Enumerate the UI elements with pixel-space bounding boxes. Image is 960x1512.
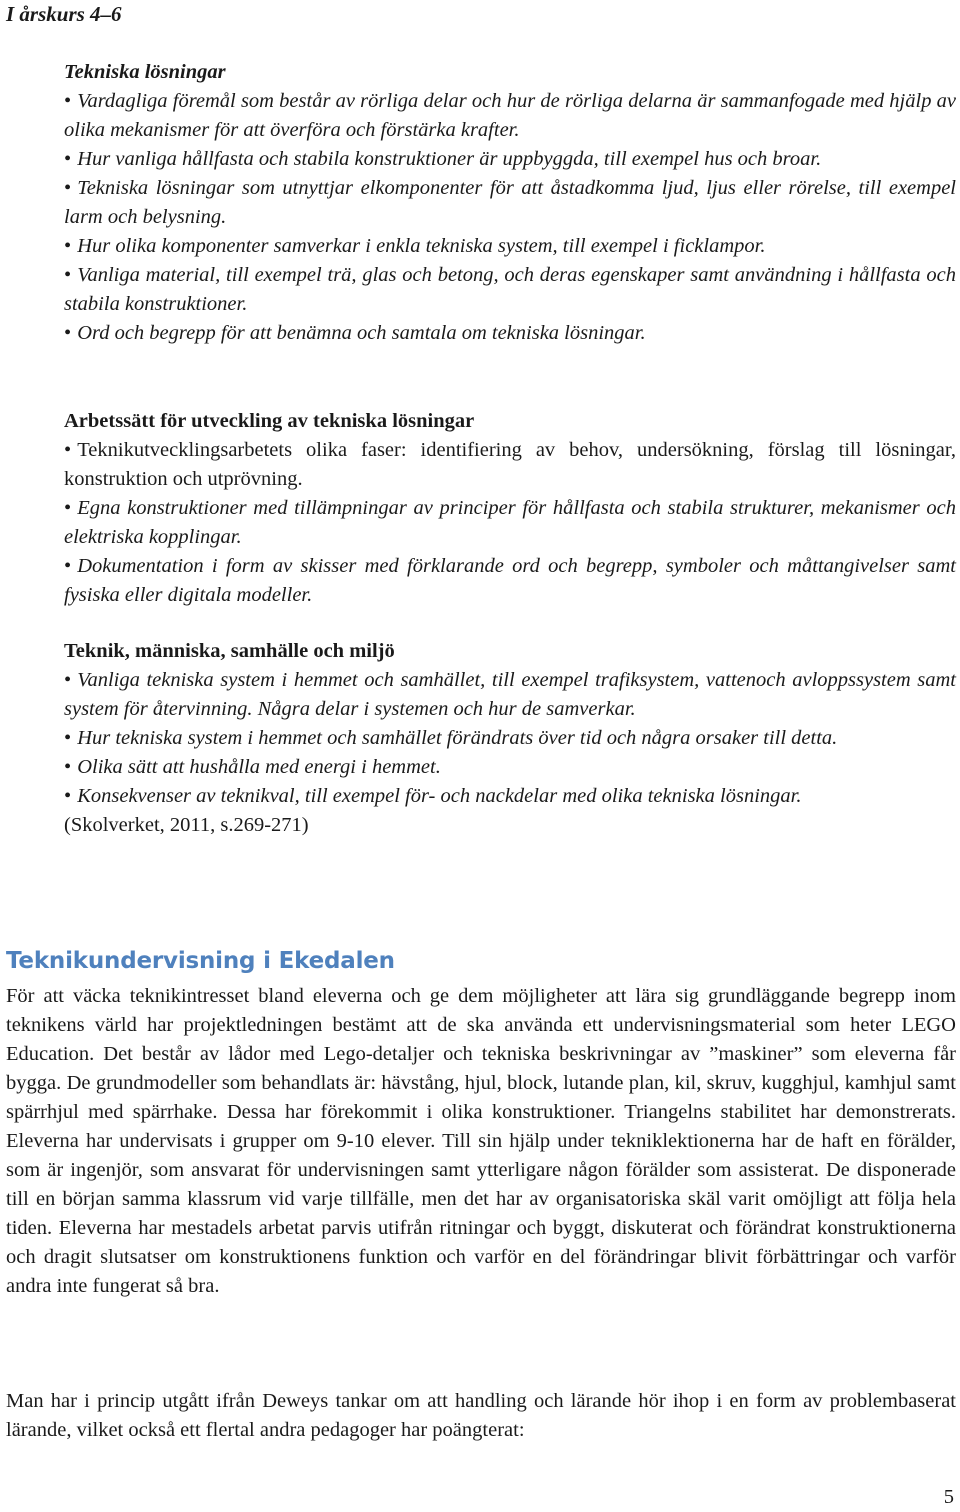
- list-item: • Hur vanliga hållfasta och stabila konstruktioner är uppbyggda, till exempel hus och broar.: [64, 145, 956, 174]
- section-working-methods: [64, 407, 956, 610]
- list-item: • Vardagliga föremål som består av rörliga delar och hur de rörliga delarna är sammanfogade med hjälp av olika mekanismer för att överföra och förstärka krafter.: [64, 87, 956, 145]
- grade-heading: I årskurs 4–6: [6, 2, 122, 26]
- section-technology-society: [64, 637, 956, 840]
- list-item: • Hur tekniska system i hemmet och samhället förändrats över tid och några orsaker till detta.: [64, 724, 956, 753]
- list-item: • Dokumentation i form av skisser med förklarande ord och begrepp, symboler och måttangivelser samt fysiska eller digitala modeller.: [64, 552, 956, 610]
- body-paragraph: För att väcka teknikintresset bland eleverna och ge dem möjligheter att lära sig grundläggande begrepp inom teknikens värld har projektledningen bestämt att de ska använda ett undervisningsmaterial som heter LEGO Education. Det består av lådor med Lego-detaljer och tekniska beskrivningar av ”maskiner” som eleverna får bygga. De grundmodeller som behandlats är: hävstång, hjul, block, lutande plan, kil, skruv, kugghjul, kamhjul samt spärrhjul med spärrhake. Dessa har förekommit i olika konstruktioner. Triangelns stabilitet har demonstrerats. Eleverna har undervisats i grupper om 9-10 elever. Till sin hjälp under tekniklektionerna har de haft en förälder, som är ingenjör, som ansvarat för undervisningen samt ytterligare någon förälder som assisterat. De disponerade till en början samma klassrum vid varje tillfälle, men det har av organisatoriska skäl varit omöjligt att följa hela tiden. Eleverna har mestadels arbetat parvis utifrån ritningar och byggt, diskuterat och förändrat konstruktionerna och dragit slutsatser om konstruktionens funktion och varför en del förändringar blivit förbättringar och varför andra inte fungerat så bra.: [6, 985, 956, 1297]
- list-item: • Vanliga tekniska system i hemmet och samhället, till exempel trafiksystem, vattenoch avloppssystem samt system för återvinning. Några delar i systemen och hur de samverkar.: [64, 666, 956, 724]
- list-item: • Olika sätt att hushålla med energi i hemmet.: [64, 753, 956, 782]
- body-paragraph: Man har i princip utgått ifrån Deweys tankar om att handling och lärande hör ihop i en form av problembaserat lärande, vilket också ett flertal andra pedagoger har poängterat:: [6, 1390, 956, 1441]
- list-item: • Ord och begrepp för att benämna och samtala om tekniska lösningar.: [64, 319, 956, 348]
- list-item: • Vanliga material, till exempel trä, glas och betong, och deras egenskaper samt användning i hållfasta och stabila konstruktioner.: [64, 261, 956, 319]
- section-title: Tekniska lösningar: [64, 61, 226, 83]
- list-item: • Teknikutvecklingsarbetets olika faser: identifiering av behov, undersökning, förslag till lösningar, konstruktion och utprövning.: [64, 436, 956, 494]
- section-title: Teknik, människa, samhälle och miljö: [64, 640, 395, 662]
- section-heading: Teknikundervisning i Ekedalen: [6, 948, 395, 974]
- citation: (Skolverket, 2011, s.269-271): [64, 814, 309, 836]
- list-item: • Egna konstruktioner med tillämpningar av principer för hållfasta och stabila strukturer, mekanismer och elektriska kopplingar.: [64, 494, 956, 552]
- list-item: • Hur olika komponenter samverkar i enkla tekniska system, till exempel i ficklampor.: [64, 232, 956, 261]
- page-number: 5: [943, 1486, 954, 1508]
- list-item: • Konsekvenser av teknikval, till exempel för- och nackdelar med olika tekniska lösningar.: [64, 782, 956, 811]
- section-technical-solutions: [64, 58, 956, 348]
- section-title: Arbetssätt för utveckling av tekniska lösningar: [64, 410, 475, 432]
- list-item: • Tekniska lösningar som utnyttjar elkomponenter för att åstadkomma ljud, ljus eller rörelse, till exempel larm och belysning.: [64, 174, 956, 232]
